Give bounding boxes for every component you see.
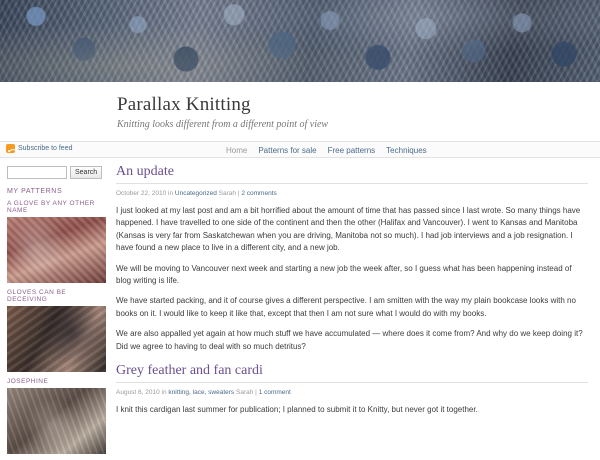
post-category-link[interactable]: Uncategorized: [174, 190, 217, 197]
header-banner-image: [0, 0, 600, 82]
post-date: October 22, 2010: [116, 190, 167, 197]
pattern-link-a-glove-by-any-other-name[interactable]: A GLOVE BY ANY OTHER NAME: [7, 200, 95, 214]
post-meta-in: in: [168, 190, 174, 197]
post-meta: August 6, 2010 in knitting, lace, sweaters Sarah | 1 comment: [116, 389, 291, 396]
site-identity: [0, 82, 600, 134]
nav-item-techniques[interactable]: Techniques: [386, 146, 427, 155]
nav-item-free-patterns[interactable]: Free patterns: [327, 146, 376, 155]
search-button[interactable]: Search: [70, 166, 102, 179]
post-paragraph: I just looked at my last post and am a bit horrified about the amount of time that has passed since I last wrote. So many things have happened. I have travelled to one side of the continent and then the other (Halifax and Vancouver). I went to Kansas and Manitoba (Kansas is very far from Saskatchewan when you are driving, Manitoba not so much). I had job interviews and a job resignation. I have found a new place to live in a different city, and a new job.: [116, 206, 581, 253]
yarn-photo: [0, 0, 600, 82]
post-meta-in: in: [161, 389, 167, 396]
widget-title-my-patterns: MY PATTERNS: [7, 188, 63, 195]
post-paragraph: I knit this cardigan last summer for publication; I planned to submit it to Knitty, but never got it together.: [116, 405, 478, 415]
post-body: [116, 205, 588, 353]
post-title[interactable]: Grey feather and fan cardi: [116, 363, 588, 383]
subscribe-to-feed-label: Subscribe to feed: [18, 145, 73, 152]
pattern-thumbnail-image[interactable]: [7, 306, 106, 372]
post-meta-by: Sarah: [218, 190, 237, 197]
nav-item-patterns-for-sale[interactable]: Patterns for sale: [258, 146, 317, 155]
pattern-thumbnail-image[interactable]: [7, 388, 106, 454]
subscribe-to-feed-link[interactable]: [6, 144, 72, 153]
post-grey-feather-and-fan-cardi: [116, 363, 588, 416]
post-date: August 6, 2010: [116, 389, 160, 396]
pattern-link-josephine[interactable]: JOSEPHINE: [7, 378, 49, 385]
post-body: [116, 404, 588, 416]
list-item[interactable]: [7, 289, 106, 372]
post-an-update: [116, 164, 588, 353]
sidebar: [0, 164, 110, 460]
pattern-thumbnail-image[interactable]: [7, 217, 106, 283]
post-category-link[interactable]: knitting, lace, sweaters: [168, 389, 235, 396]
post-meta-by: Sarah: [236, 389, 254, 396]
nav-items: [226, 142, 427, 159]
main-content: [110, 164, 600, 460]
site-description: Knitting looks different from a different point of view: [117, 119, 329, 130]
body-columns: [0, 158, 600, 460]
rss-icon: [6, 144, 15, 153]
post-comments-link[interactable]: 2 comments: [241, 190, 277, 197]
nav-item-home[interactable]: Home: [226, 146, 248, 155]
search-input[interactable]: [7, 166, 67, 179]
post-title[interactable]: An update: [116, 164, 588, 184]
list-item[interactable]: [7, 378, 106, 454]
search-form: [7, 166, 106, 179]
post-paragraph: We will be moving to Vancouver next week and starting a new job the week after, so I guess what has been happening instead of blog writing is life.: [116, 263, 572, 286]
pattern-link-gloves-can-be-deceiving[interactable]: GLOVES CAN BE DECEIVING: [7, 289, 67, 303]
post-comments-link[interactable]: 1 comment: [258, 389, 291, 396]
list-item[interactable]: [7, 200, 106, 283]
post-meta: October 22, 2010 in Uncategorized Sarah | 2 comments: [116, 190, 277, 197]
post-paragraph: We are also appalled yet again at how much stuff we have accumulated — where does it come from? And why do we keep doing it? Did we agree to having to deal with so much detritus?: [116, 329, 583, 351]
page-title: Parallax Knitting: [117, 94, 251, 115]
post-paragraph: We have started packing, and it of course gives a different perspective. I am smitten with the way my plain bookcase looks with no books on it. I would like to keep it like that, except that then I am not sure what I would do with my books.: [116, 296, 576, 318]
main-navigation: [0, 141, 600, 158]
